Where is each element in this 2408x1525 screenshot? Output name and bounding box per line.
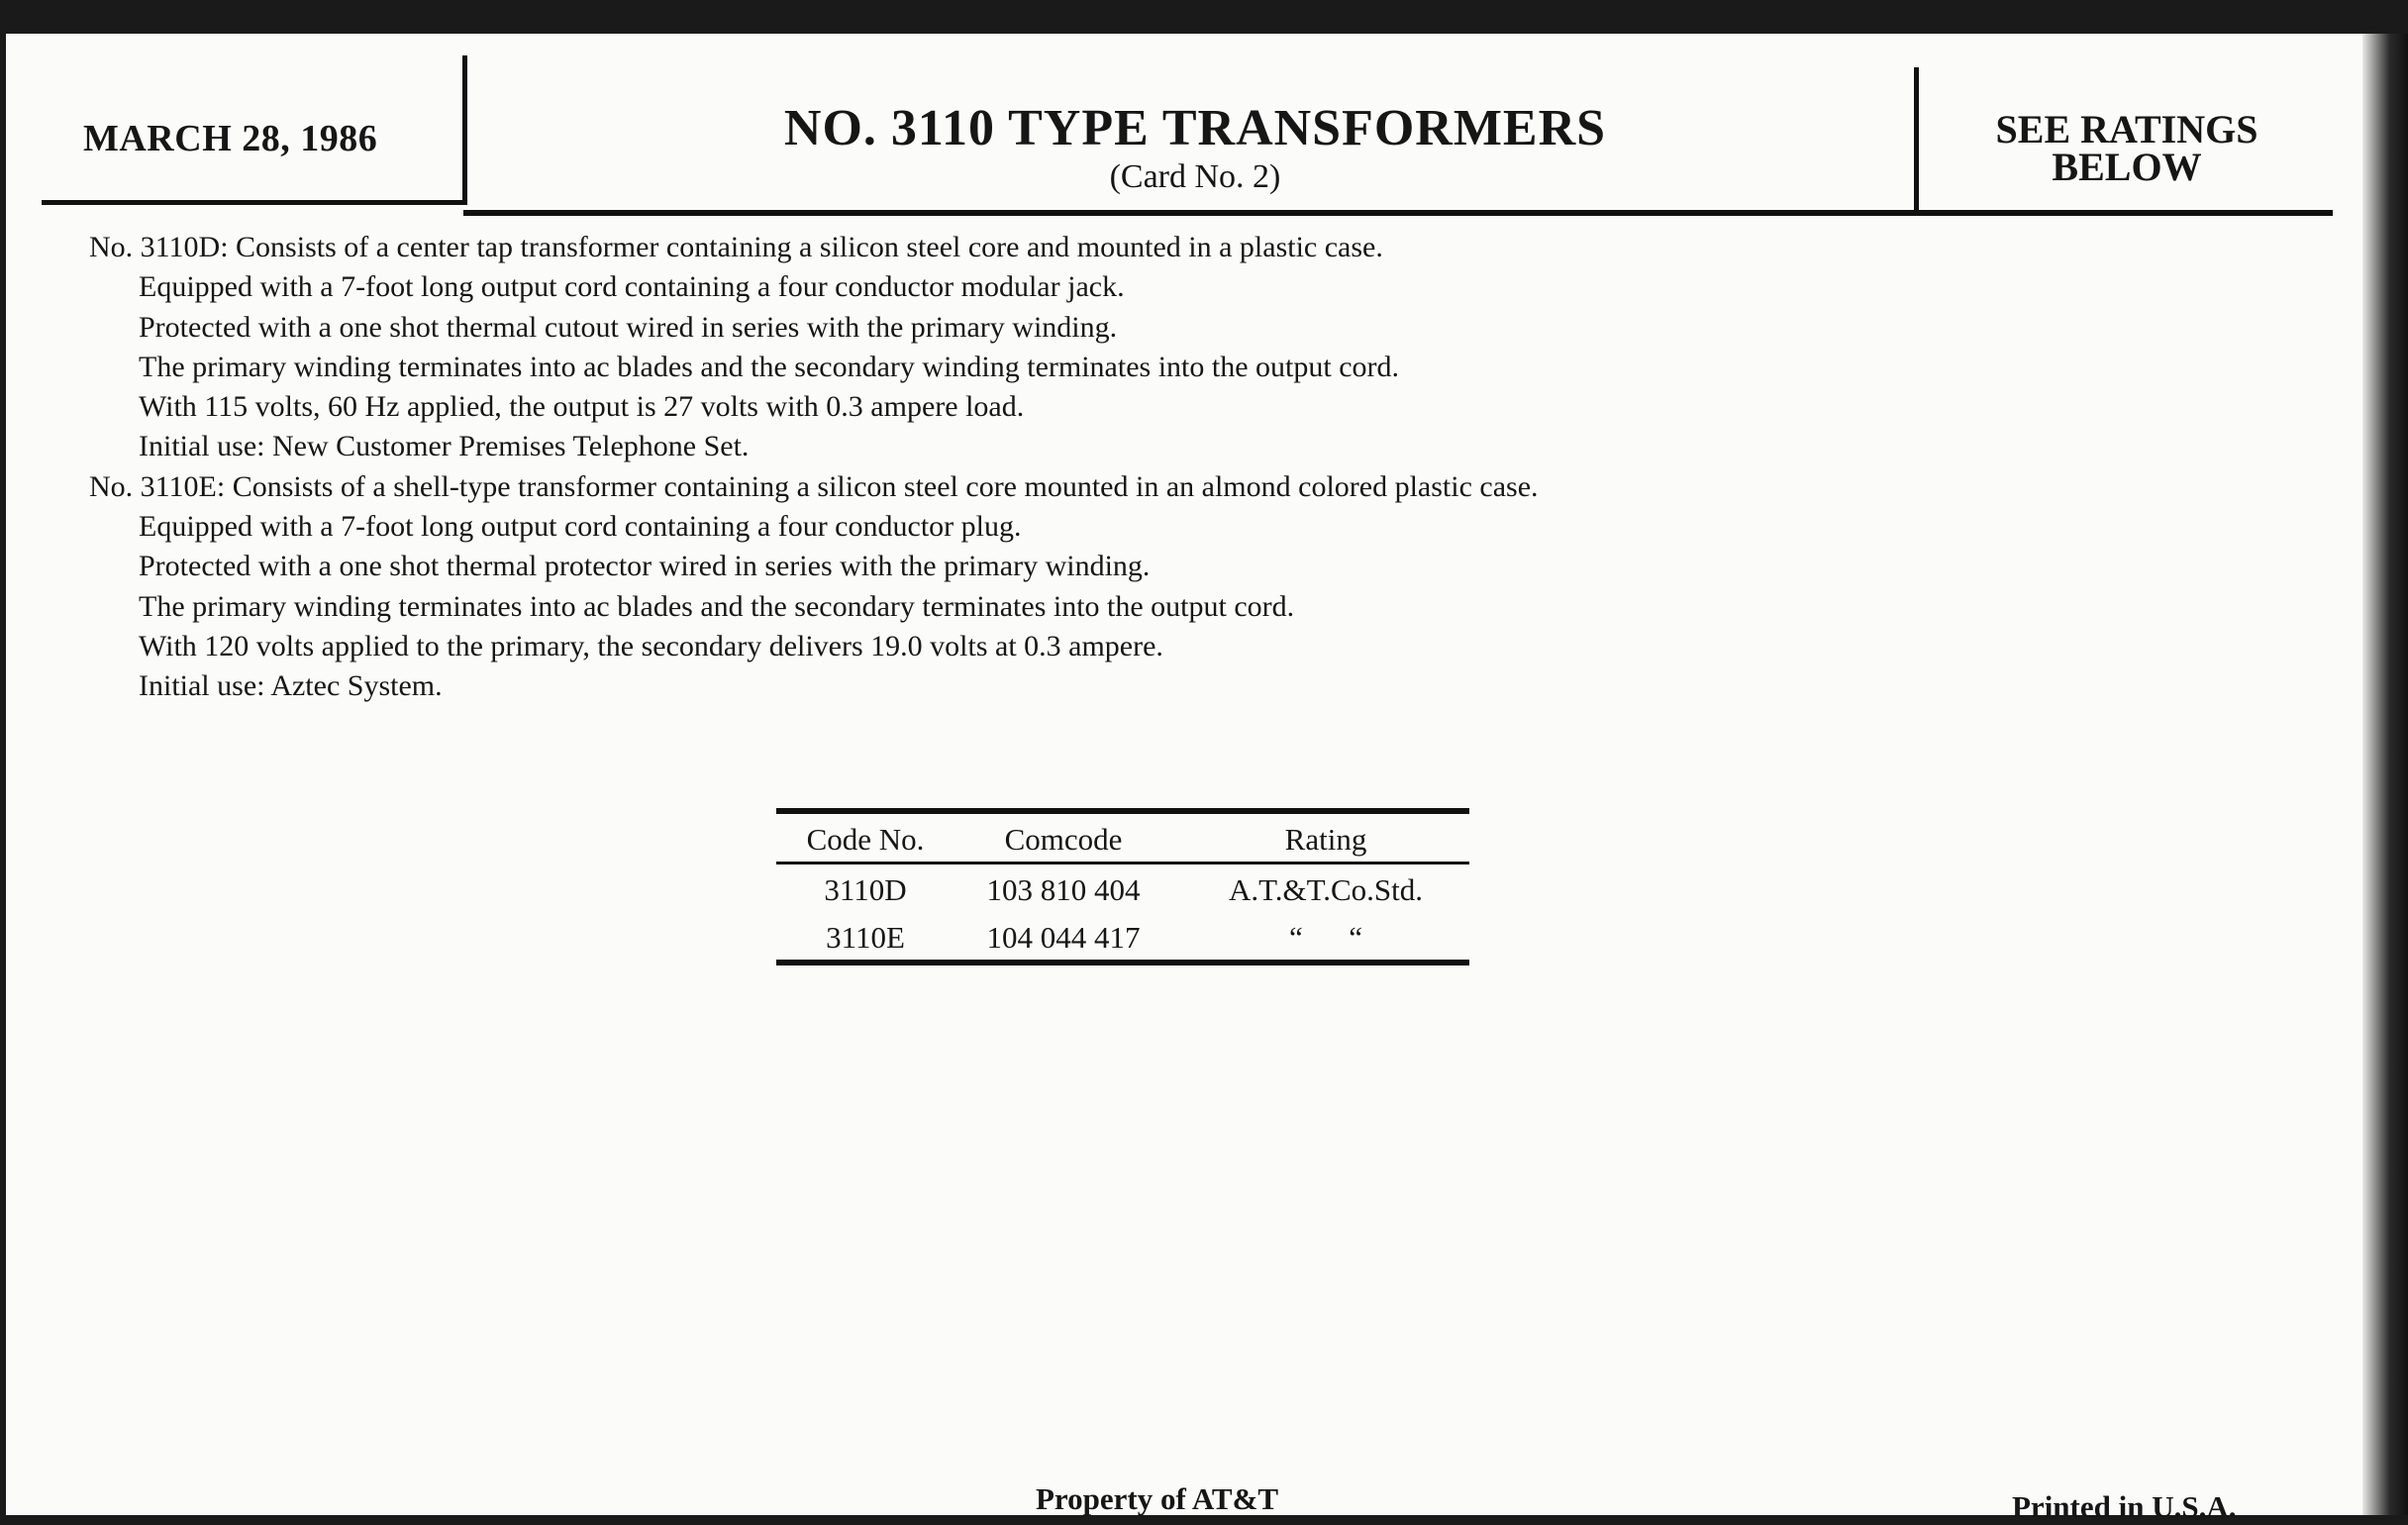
table-row bbox=[776, 864, 1469, 912]
header-divider-left bbox=[462, 55, 467, 200]
section-line: With 115 volts, 60 Hz applied, the output is 27 volts with 0.3 ampere load. bbox=[139, 390, 1025, 424]
card-header bbox=[6, 34, 2362, 222]
header-rule-left bbox=[42, 200, 467, 205]
section-3110d bbox=[89, 228, 2267, 467]
section-heading: No. 3110E: Consists of a shell-type transformer containing a silicon steel core mounted in an almond colored plastic case. bbox=[89, 469, 1539, 503]
column-header-comcode: Comcode bbox=[1004, 822, 1123, 857]
index-card bbox=[6, 34, 2362, 1524]
comcode-cell: 104 044 417 bbox=[986, 920, 1141, 955]
section-heading: No. 3110D: Consists of a center tap transformer containing a silicon steel core and mounted in a plastic case. bbox=[89, 231, 1383, 263]
table-row bbox=[776, 912, 1469, 960]
column-header-code: Code No. bbox=[806, 822, 925, 857]
rating-cell: A.T.&T.Co.Std. bbox=[1228, 872, 1424, 907]
ratings-table bbox=[776, 808, 1469, 966]
section-line: Equipped with a 7-foot long output cord containing a four conductor plug. bbox=[139, 510, 1022, 544]
section-line: Protected with a one shot thermal protector wired in series with the primary winding. bbox=[139, 550, 1151, 583]
section-line: Protected with a one shot thermal cutout wired in series with the primary winding. bbox=[139, 310, 1118, 344]
section-line: Initial use: New Customer Premises Telephone Set. bbox=[139, 430, 750, 463]
section-line: The primary winding terminates into ac blades and the secondary winding terminates into the output cord. bbox=[139, 350, 1399, 383]
card-number: (Card No. 2) bbox=[1109, 158, 1281, 195]
issue-date: MARCH 28, 1986 bbox=[83, 118, 378, 159]
code-cell: 3110D bbox=[824, 872, 907, 907]
ratings-note-line2: BELOW bbox=[2052, 145, 2202, 189]
rating-cell: “ “ bbox=[1288, 920, 1363, 955]
comcode-cell: 103 810 404 bbox=[986, 872, 1141, 907]
description-text bbox=[89, 228, 2267, 707]
printed-in-notice: Printed in U.S.A. bbox=[2012, 1489, 2237, 1524]
section-line: Equipped with a 7-foot long output cord containing a four conductor modular jack. bbox=[139, 270, 1125, 304]
page-title-block bbox=[467, 99, 1923, 196]
section-line: Initial use: Aztec System. bbox=[139, 669, 443, 703]
table-header-row bbox=[776, 814, 1469, 862]
ratings-note-line1: SEE RATINGS bbox=[1995, 107, 2258, 152]
section-3110e bbox=[89, 467, 2267, 707]
code-cell: 3110E bbox=[826, 920, 905, 955]
header-divider-right bbox=[1914, 67, 1919, 216]
header-rule-right bbox=[463, 210, 2333, 216]
ratings-note bbox=[1929, 107, 2325, 189]
section-line: With 120 volts applied to the primary, the secondary delivers 19.0 volts at 0.3 ampere. bbox=[139, 629, 1163, 662]
column-header-rating: Rating bbox=[1284, 822, 1367, 857]
property-notice: Property of AT&T bbox=[1036, 1481, 1279, 1516]
table-bottom-rule bbox=[776, 960, 1469, 966]
section-line: The primary winding terminates into ac blades and the secondary terminates into the output cord. bbox=[139, 589, 1295, 623]
card-edge-shadow bbox=[2362, 34, 2408, 1515]
page-title: NO. 3110 TYPE TRANSFORMERS bbox=[783, 100, 1607, 156]
